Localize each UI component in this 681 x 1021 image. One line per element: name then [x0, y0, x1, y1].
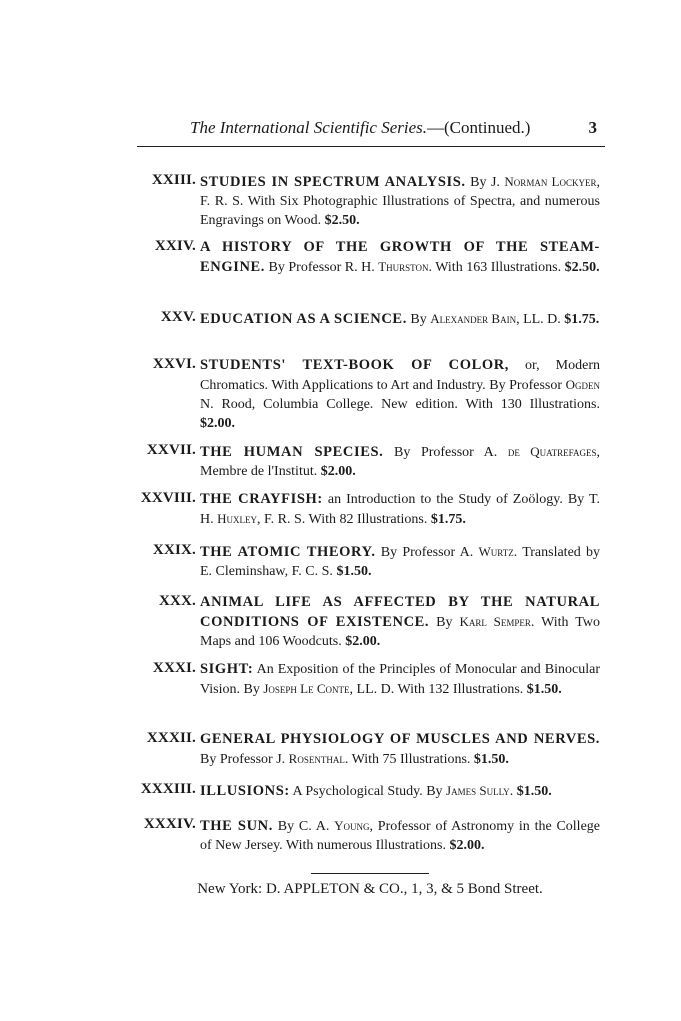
entry-number: XXIX.: [152, 542, 196, 558]
header-rule: [137, 146, 605, 147]
entry-number: XXV.: [160, 309, 196, 325]
entry-number: XXIII.: [151, 172, 196, 188]
entry-description: , Professor of Astronomy in the College of New Jersey. With numerous Illustrations.: [200, 819, 600, 853]
entry-price: $1.50.: [516, 784, 552, 799]
page-number: 3: [588, 118, 597, 137]
entry-by: By: [410, 312, 427, 327]
entry-text: [200, 816, 600, 855]
running-header: [150, 118, 605, 142]
entry-author: Thurston: [378, 259, 429, 274]
entry-price: $2.50.: [564, 260, 600, 275]
entry-number: XXXII.: [146, 730, 196, 746]
entry-description: , F. R. S. With Six Photographic Illustrations of Spectra, and numerous Engravings on Wood.: [200, 175, 601, 228]
entry-by: A Psychological Study. By: [292, 784, 443, 799]
publisher-imprint: New York: D. APPLETON & CO., 1, 3, & 5 Bond Street.: [197, 881, 543, 897]
entry-number: XXXIV.: [143, 816, 196, 832]
entry-text: [200, 542, 600, 581]
entry-title: A HISTORY OF THE GROWTH OF THE STEAM-ENGINE.: [200, 239, 600, 275]
entry-price: $1.50.: [473, 752, 509, 767]
entry-text: [200, 309, 600, 329]
entry-author: Karl Semper: [459, 614, 531, 629]
entry-text: [200, 442, 600, 481]
entry-text: [200, 490, 600, 529]
entry-number: XXIV.: [154, 238, 196, 254]
entry-description: . Translated by E. Cleminshaw, F. C. S.: [200, 545, 601, 579]
entry-author: Wurtz: [478, 544, 514, 559]
entry-title: ANIMAL LIFE AS AFFECTED BY THE NATURAL CONDITIONS OF EXISTENCE.: [200, 594, 600, 630]
entry-number: XXXIII.: [140, 781, 196, 797]
entry-description: , LL. D. With 132 Illustrations.: [349, 682, 524, 697]
entry-by: By J.: [470, 175, 500, 190]
entry-description: N. Rood, Columbia College. New edition. With 130 Illustrations.: [200, 397, 600, 412]
entry-by: By Professor A.: [380, 545, 474, 560]
entry-number: XXVIII.: [140, 490, 196, 506]
entry-number: XXX.: [158, 593, 196, 609]
entry-price: $1.75.: [430, 512, 466, 527]
entry-title: SIGHT:: [200, 661, 254, 677]
entry-title: ILLUSIONS:: [200, 783, 290, 799]
entry-price: $1.50.: [526, 682, 562, 697]
entry-text: [200, 660, 600, 699]
entry-description: , Membre de l'Institut.: [200, 445, 600, 479]
entry-price: $2.00.: [320, 464, 356, 479]
entry-price: $2.00.: [345, 634, 381, 649]
entry-title: EDUCATION AS A SCIENCE.: [200, 311, 407, 327]
entry-author: Young: [334, 818, 370, 833]
entry-number: XXVII.: [146, 442, 196, 458]
entry-number: XXVI.: [152, 356, 196, 372]
entry-description: . With 163 Illustrations.: [428, 260, 562, 275]
entry-text: [200, 781, 600, 801]
entry-author: de Quatrefages: [507, 444, 597, 459]
entry-by: By Professor J.: [200, 752, 286, 767]
footer-rule: [311, 873, 429, 874]
entry-title: STUDIES IN SPECTRUM ANALYSIS.: [200, 174, 466, 190]
entry-description: . With Two Maps and 106 Woodcuts.: [200, 615, 600, 649]
entry-price: $2.00.: [200, 416, 235, 431]
entry-text: [200, 730, 600, 769]
entry-number: XXXI.: [152, 660, 196, 676]
entry-author: Rosenthal: [288, 751, 345, 766]
entry-by: An Exposition of the Principles of Monocular and Binocular Vision. By: [200, 662, 600, 697]
entry-author: James Sully: [446, 783, 510, 798]
entry-by: By C. A.: [277, 819, 330, 834]
entry-title: THE SUN.: [200, 818, 273, 834]
entry-by: an Introduction to the Study of Zoölogy. By T. H.: [200, 492, 601, 527]
entry-by: By: [436, 615, 453, 630]
entry-author: Joseph Le Conte: [263, 681, 350, 696]
series-title-continued: —(Continued.): [427, 118, 531, 137]
entry-price: $2.50.: [324, 213, 360, 228]
entry-title: STUDENTS' TEXT-BOOK OF COLOR,: [200, 357, 510, 373]
series-title-italic: The International Scientific Series.: [190, 118, 428, 137]
entry-text: [200, 172, 600, 230]
entry-text: [200, 238, 600, 277]
entry-description: , LL. D.: [516, 312, 561, 327]
entry-title: GENERAL PHYSIOLOGY OF MUSCLES AND NERVES.: [200, 731, 600, 747]
entry-price: $1.50.: [336, 564, 372, 579]
entry-title: THE ATOMIC THEORY.: [200, 544, 376, 560]
entry-author: Huxley: [217, 511, 258, 526]
entry-author: Norman Lockyer: [504, 174, 597, 189]
entry-by: By Professor R. H.: [268, 260, 375, 275]
entry-description: . With 75 Illustrations.: [344, 752, 471, 767]
entry-title: THE CRAYFISH:: [200, 491, 323, 507]
series-title: [190, 118, 530, 138]
entry-price: $2.00.: [449, 838, 485, 853]
entry-description: , F. R. S. With 82 Illustrations.: [257, 512, 428, 527]
entry-author: Alexander Bain: [430, 311, 517, 326]
entry-author: Ogden: [565, 377, 601, 392]
entry-description: .: [509, 784, 514, 799]
entry-by: or, Modern Chromatics. With Applications to Art and Industry. By Professor: [200, 358, 600, 393]
entry-text: [200, 356, 600, 433]
entry-price: $1.75.: [564, 312, 600, 327]
entry-by: By Professor A.: [393, 445, 498, 460]
entry-text: [200, 593, 600, 651]
entry-title: THE HUMAN SPECIES.: [200, 444, 384, 460]
